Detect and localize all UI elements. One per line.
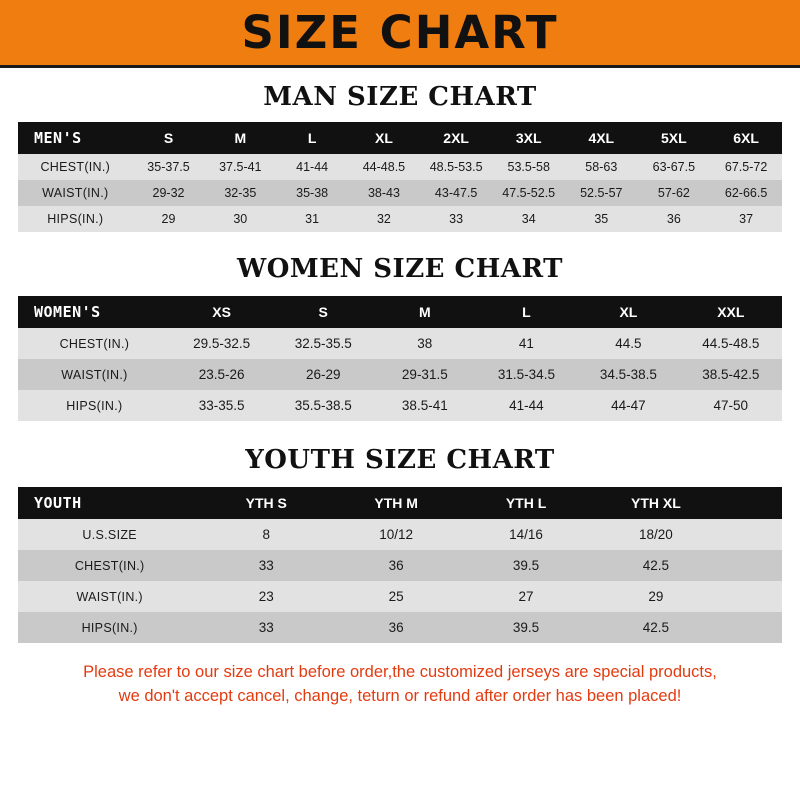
women-chest-s: 32.5-35.5 — [272, 328, 374, 359]
youth-col-l: YTH L — [461, 487, 591, 519]
women-waist-m: 29-31.5 — [374, 359, 476, 390]
men-chest-5xl: 63-67.5 — [638, 154, 711, 180]
men-col-6xl: 6XL — [710, 122, 782, 154]
men-waist-s: 29-32 — [133, 180, 205, 206]
youth-waist-s: 23 — [201, 581, 331, 612]
women-col-s: S — [272, 296, 374, 328]
women-row-label-waist: WAIST(IN.) — [18, 359, 171, 390]
men-hips-l: 31 — [276, 206, 348, 232]
youth-ussize-l: 14/16 — [461, 519, 591, 550]
women-chest-xs: 29.5-32.5 — [171, 328, 273, 359]
men-hips-4xl: 35 — [565, 206, 638, 232]
women-row-label-hips: HIPS(IN.) — [18, 390, 171, 421]
table-header-row — [18, 487, 782, 519]
men-row-label-chest: CHEST(IN.) — [18, 154, 133, 180]
youth-waist-m: 25 — [331, 581, 461, 612]
men-waist-2xl: 43-47.5 — [420, 180, 493, 206]
women-size-table — [18, 296, 782, 421]
men-col-4xl: 4XL — [565, 122, 638, 154]
youth-ussize-s: 8 — [201, 519, 331, 550]
youth-section-title: YOUTH SIZE CHART — [245, 445, 555, 475]
women-hips-xs: 33-35.5 — [171, 390, 273, 421]
youth-chest-xl: 42.5 — [591, 550, 721, 581]
men-row-label-waist: WAIST(IN.) — [18, 180, 133, 206]
men-hips-6xl: 37 — [710, 206, 782, 232]
men-chest-6xl: 67.5-72 — [710, 154, 782, 180]
men-chest-2xl: 48.5-53.5 — [420, 154, 493, 180]
men-hips-5xl: 36 — [638, 206, 711, 232]
women-col-xxl: XXL — [680, 296, 782, 328]
table-row — [18, 206, 782, 232]
women-waist-l: 31.5-34.5 — [476, 359, 578, 390]
men-col-3xl: 3XL — [492, 122, 565, 154]
men-row-label-hips: HIPS(IN.) — [18, 206, 133, 232]
women-waist-xl: 34.5-38.5 — [577, 359, 679, 390]
men-col-xl: XL — [348, 122, 420, 154]
men-col-s: S — [133, 122, 205, 154]
disclaimer-line-1: Please refer to our size chart before order,the customized jerseys are special products, — [83, 663, 717, 681]
men-hips-3xl: 34 — [492, 206, 565, 232]
youth-col-spacer — [721, 487, 782, 519]
youth-cell-spacer — [721, 612, 782, 643]
table-row — [18, 328, 782, 359]
women-section-title: WOMEN SIZE CHART — [237, 254, 563, 284]
youth-ussize-xl: 18/20 — [591, 519, 721, 550]
men-waist-4xl: 52.5-57 — [565, 180, 638, 206]
men-chest-xl: 44-48.5 — [348, 154, 420, 180]
disclaimer-note — [18, 661, 782, 709]
men-chest-m: 37.5-41 — [204, 154, 276, 180]
youth-ussize-m: 10/12 — [331, 519, 461, 550]
men-corner-label: MEN'S — [18, 122, 133, 154]
women-chest-xxl: 44.5-48.5 — [680, 328, 782, 359]
women-col-xs: XS — [171, 296, 273, 328]
youth-chest-l: 39.5 — [461, 550, 591, 581]
women-chest-xl: 44.5 — [577, 328, 679, 359]
youth-row-label-waist: WAIST(IN.) — [18, 581, 201, 612]
youth-chest-m: 36 — [331, 550, 461, 581]
women-hips-s: 35.5-38.5 — [272, 390, 374, 421]
men-waist-xl: 38-43 — [348, 180, 420, 206]
table-row — [18, 359, 782, 390]
men-col-2xl: 2XL — [420, 122, 493, 154]
men-hips-s: 29 — [133, 206, 205, 232]
page-title: SIZE CHART — [241, 6, 559, 59]
table-row — [18, 581, 782, 612]
table-header-row — [18, 296, 782, 328]
men-hips-m: 30 — [204, 206, 276, 232]
youth-col-xl: YTH XL — [591, 487, 721, 519]
women-chest-m: 38 — [374, 328, 476, 359]
youth-waist-xl: 29 — [591, 581, 721, 612]
table-row — [18, 550, 782, 581]
men-chest-3xl: 53.5-58 — [492, 154, 565, 180]
youth-hips-xl: 42.5 — [591, 612, 721, 643]
women-waist-xs: 23.5-26 — [171, 359, 273, 390]
women-hips-l: 41-44 — [476, 390, 578, 421]
women-chest-l: 41 — [476, 328, 578, 359]
women-waist-s: 26-29 — [272, 359, 374, 390]
youth-col-s: YTH S — [201, 487, 331, 519]
table-row — [18, 180, 782, 206]
youth-cell-spacer — [721, 550, 782, 581]
women-waist-xxl: 38.5-42.5 — [680, 359, 782, 390]
women-row-label-chest: CHEST(IN.) — [18, 328, 171, 359]
table-row — [18, 154, 782, 180]
page-banner — [0, 0, 800, 68]
table-row — [18, 390, 782, 421]
women-corner-label: WOMEN'S — [18, 296, 171, 328]
men-waist-6xl: 62-66.5 — [710, 180, 782, 206]
men-waist-3xl: 47.5-52.5 — [492, 180, 565, 206]
youth-hips-l: 39.5 — [461, 612, 591, 643]
youth-row-label-hips: HIPS(IN.) — [18, 612, 201, 643]
content-area — [0, 82, 800, 709]
men-waist-5xl: 57-62 — [638, 180, 711, 206]
youth-col-m: YTH M — [331, 487, 461, 519]
women-hips-xxl: 47-50 — [680, 390, 782, 421]
youth-hips-s: 33 — [201, 612, 331, 643]
men-hips-2xl: 33 — [420, 206, 493, 232]
youth-hips-m: 36 — [331, 612, 461, 643]
men-size-table — [18, 122, 782, 232]
youth-row-label-ussize: U.S.SIZE — [18, 519, 201, 550]
men-chest-4xl: 58-63 — [565, 154, 638, 180]
men-waist-m: 32-35 — [204, 180, 276, 206]
men-col-l: L — [276, 122, 348, 154]
youth-cell-spacer — [721, 519, 782, 550]
men-hips-xl: 32 — [348, 206, 420, 232]
men-waist-l: 35-38 — [276, 180, 348, 206]
men-col-m: M — [204, 122, 276, 154]
men-col-5xl: 5XL — [638, 122, 711, 154]
women-col-xl: XL — [577, 296, 679, 328]
women-hips-xl: 44-47 — [577, 390, 679, 421]
youth-waist-l: 27 — [461, 581, 591, 612]
women-col-l: L — [476, 296, 578, 328]
youth-corner-label: YOUTH — [18, 487, 201, 519]
disclaimer-line-2: we don't accept cancel, change, teturn or refund after order has been placed! — [118, 686, 682, 705]
women-hips-m: 38.5-41 — [374, 390, 476, 421]
youth-size-table — [18, 487, 782, 643]
men-chest-s: 35-37.5 — [133, 154, 205, 180]
women-col-m: M — [374, 296, 476, 328]
men-chest-l: 41-44 — [276, 154, 348, 180]
youth-row-label-chest: CHEST(IN.) — [18, 550, 201, 581]
youth-chest-s: 33 — [201, 550, 331, 581]
table-row — [18, 612, 782, 643]
youth-cell-spacer — [721, 581, 782, 612]
table-header-row — [18, 122, 782, 154]
table-row — [18, 519, 782, 550]
men-section-title: MAN SIZE CHART — [263, 82, 537, 112]
